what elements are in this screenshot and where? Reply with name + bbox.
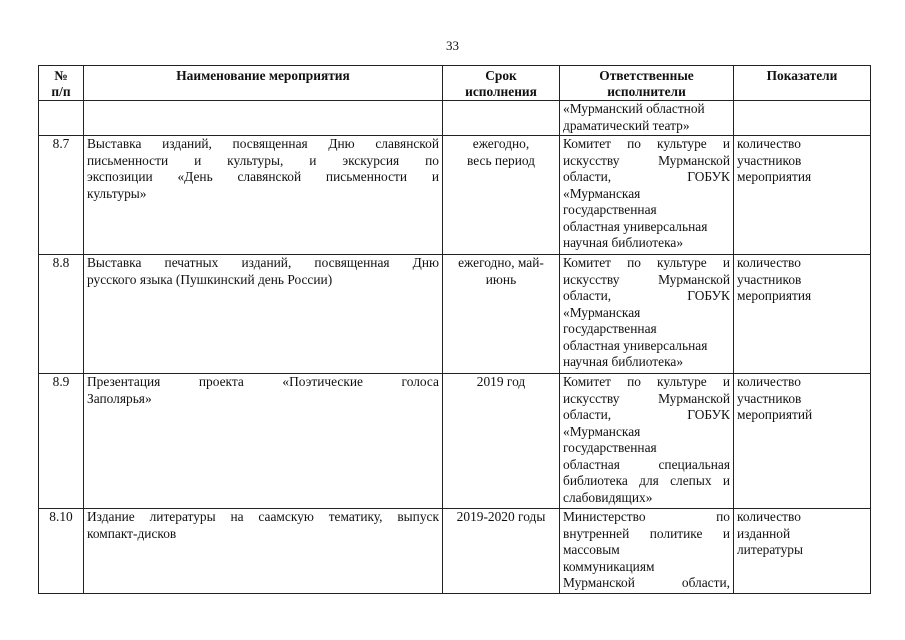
- text-line: слабовидящих»: [563, 489, 653, 505]
- text-line: искусству Мурманской: [563, 390, 730, 406]
- text-line: компакт-дисков: [87, 525, 177, 541]
- text-line: ежегодно,: [472, 136, 530, 151]
- events-table: [38, 65, 871, 594]
- cell-term: [443, 509, 560, 594]
- text-line: ежегодно, май-: [458, 255, 544, 270]
- page-number: 33: [446, 38, 459, 53]
- cell-term: [443, 255, 560, 374]
- text-line: искусству Мурманской: [563, 152, 730, 168]
- header-term: [443, 66, 560, 101]
- text-line: Издание литературы на саамскую тематику, выпуск: [87, 509, 439, 524]
- text-line: участников: [737, 271, 802, 287]
- cell-indicators: [734, 374, 871, 509]
- table-row: [39, 374, 871, 509]
- cell-name: [84, 374, 443, 509]
- cell-name: [84, 101, 443, 136]
- cell-number: [39, 101, 84, 136]
- text-line: 2019-2020 годы: [456, 509, 546, 524]
- text-line: драматический театр»: [563, 117, 690, 133]
- text-line: Министерство по: [563, 509, 730, 524]
- text-line: изданной: [737, 525, 791, 541]
- text-line: государственная: [563, 440, 657, 455]
- table-row: [39, 136, 871, 255]
- text-line: письменности и культуры, и экскурсия по: [87, 152, 439, 168]
- cell-term: [443, 136, 560, 255]
- text-line: научная библиотека»: [563, 354, 684, 369]
- text-line: весь период: [466, 152, 535, 168]
- cell-responsible: [560, 509, 734, 594]
- text-line: экспозиции «День славянской письменности и: [87, 169, 439, 184]
- text-line: Выставка печатных изданий, посвященная Дню: [87, 255, 439, 270]
- cell-number: 8.9: [39, 374, 84, 509]
- text-line: мероприятий: [737, 407, 813, 422]
- text-line: мероприятия: [737, 288, 812, 303]
- text-line: государственная: [563, 202, 657, 217]
- header-number: [39, 66, 84, 101]
- header-responsible-line: Ответственные: [599, 68, 694, 83]
- text-line: Комитет по культуре и: [563, 374, 730, 389]
- cell-indicators: [734, 509, 871, 594]
- text-line: коммуникациям: [563, 558, 655, 574]
- text-line: Выставка изданий, посвященная Дню славянской: [87, 136, 439, 151]
- header-event-name: Наименование мероприятия: [84, 66, 443, 101]
- text-line: участников: [737, 152, 802, 168]
- cell-number: 8.10: [39, 509, 84, 594]
- text-line: государственная: [563, 321, 657, 336]
- cell-indicators: [734, 136, 871, 255]
- text-line: областная универсальная: [563, 337, 708, 353]
- cell-responsible: [560, 101, 734, 136]
- cell-term: [443, 374, 560, 509]
- cell-responsible: [560, 374, 734, 509]
- cell-name: [84, 255, 443, 374]
- table-header-row: [39, 66, 871, 101]
- text-line: области, ГОБУК: [563, 407, 730, 422]
- header-responsible: [560, 66, 734, 101]
- text-line: «Мурманская: [563, 185, 641, 201]
- text-line: «Мурманская: [563, 304, 641, 320]
- text-line: количество: [737, 509, 801, 524]
- text-line: количество: [737, 374, 801, 389]
- cell-number: 8.7: [39, 136, 84, 255]
- text-line: внутренней политике и: [563, 525, 730, 541]
- text-line: областная специальная: [563, 456, 730, 472]
- cell-indicators: [734, 101, 871, 136]
- text-line: массовым: [563, 542, 620, 557]
- cell-name: [84, 509, 443, 594]
- cell-term: [443, 101, 560, 136]
- text-line: искусству Мурманской: [563, 271, 730, 287]
- text-line: Заполярья»: [87, 390, 152, 406]
- text-line: области, ГОБУК: [563, 288, 730, 303]
- text-line: 2019 год: [476, 374, 526, 389]
- text-line: литературы: [737, 542, 803, 557]
- text-line: Комитет по культуре и: [563, 255, 730, 270]
- text-line: Комитет по культуре и: [563, 136, 730, 151]
- text-line: июнь: [485, 271, 517, 287]
- cell-indicators: [734, 255, 871, 374]
- cell-number: 8.8: [39, 255, 84, 374]
- header-number-line: №: [54, 68, 68, 83]
- text-line: «Мурманская: [563, 423, 641, 439]
- text-line: культуры»: [87, 185, 147, 201]
- text-line: мероприятия: [737, 169, 812, 184]
- header-indicators: Показатели: [734, 66, 871, 101]
- text-line: «Мурманский областной: [563, 101, 705, 116]
- header-term-line: исполнения: [465, 84, 537, 99]
- table-row: [39, 509, 871, 594]
- text-line: участников: [737, 390, 802, 406]
- cell-name: [84, 136, 443, 255]
- text-line: Презентация проекта «Поэтические голоса: [87, 374, 439, 389]
- text-line: научная библиотека»: [563, 235, 684, 250]
- text-line: области, ГОБУК: [563, 169, 730, 184]
- text-line: Мурманской области,: [563, 575, 730, 590]
- text-line: количество: [737, 136, 801, 151]
- header-responsible-line: исполнители: [607, 84, 686, 99]
- table-row-continuation: [39, 101, 871, 136]
- header-number-line: п/п: [51, 84, 71, 99]
- cell-responsible: [560, 136, 734, 255]
- text-line: областная универсальная: [563, 218, 708, 234]
- text-line: количество: [737, 255, 801, 270]
- text-line: русского языка (Пушкинский день России): [87, 271, 333, 287]
- text-line: библиотека для слепых и: [563, 473, 730, 488]
- table-row: [39, 255, 871, 374]
- header-term-line: Срок: [485, 68, 517, 83]
- cell-responsible: [560, 255, 734, 374]
